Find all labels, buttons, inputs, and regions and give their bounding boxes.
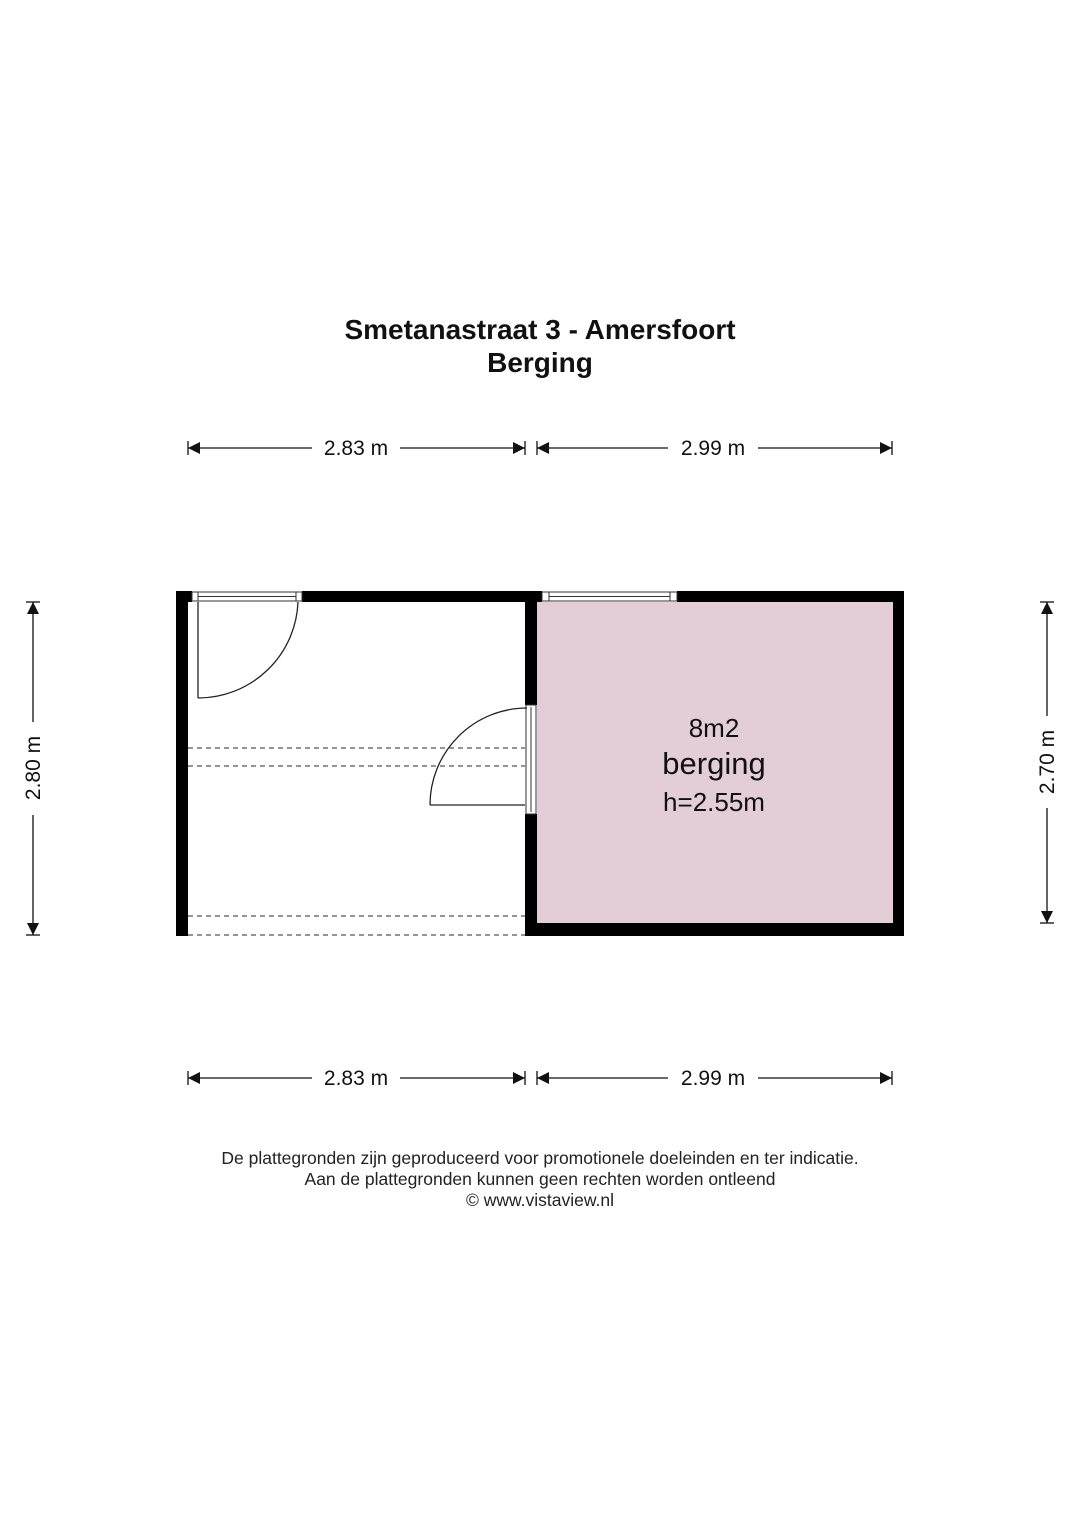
dimension-right-label: 2.70 m [1036,729,1059,795]
dimension-bottom [188,1067,892,1090]
dimension-top-left-label: 2.83 m [323,437,389,460]
dimension-right [1036,602,1059,923]
dimension-top [188,437,892,460]
door-interior [430,705,536,814]
plan-title: Smetanastraat 3 - Amersfoort [344,314,736,345]
copyright-line: © www.vistaview.nl [465,1190,615,1210]
dimension-left-label: 2.80 m [22,735,45,801]
room-height-label: h=2.55m [663,787,765,817]
dimension-bottom-left-label: 2.83 m [323,1067,389,1090]
dimension-left [22,602,45,935]
dimension-bottom-right-label: 2.99 m [680,1067,746,1090]
door-top-left [198,602,298,698]
plan-subtitle: Berging [487,347,593,378]
dimension-top-right-label: 2.99 m [680,437,746,460]
disclaimer-line-2: Aan de plattegronden kunnen geen rechten worden ontleend [304,1169,776,1189]
window-top-right [542,592,677,601]
disclaimer-line-1: De plattegronden zijn geproduceerd voor promotionele doeleinden en ter indicatie. [221,1148,859,1168]
dashed-lines [188,748,525,935]
room-area-label: 8m2 [688,713,740,743]
window-top-left [192,592,302,601]
room-name-label: berging [662,746,766,781]
